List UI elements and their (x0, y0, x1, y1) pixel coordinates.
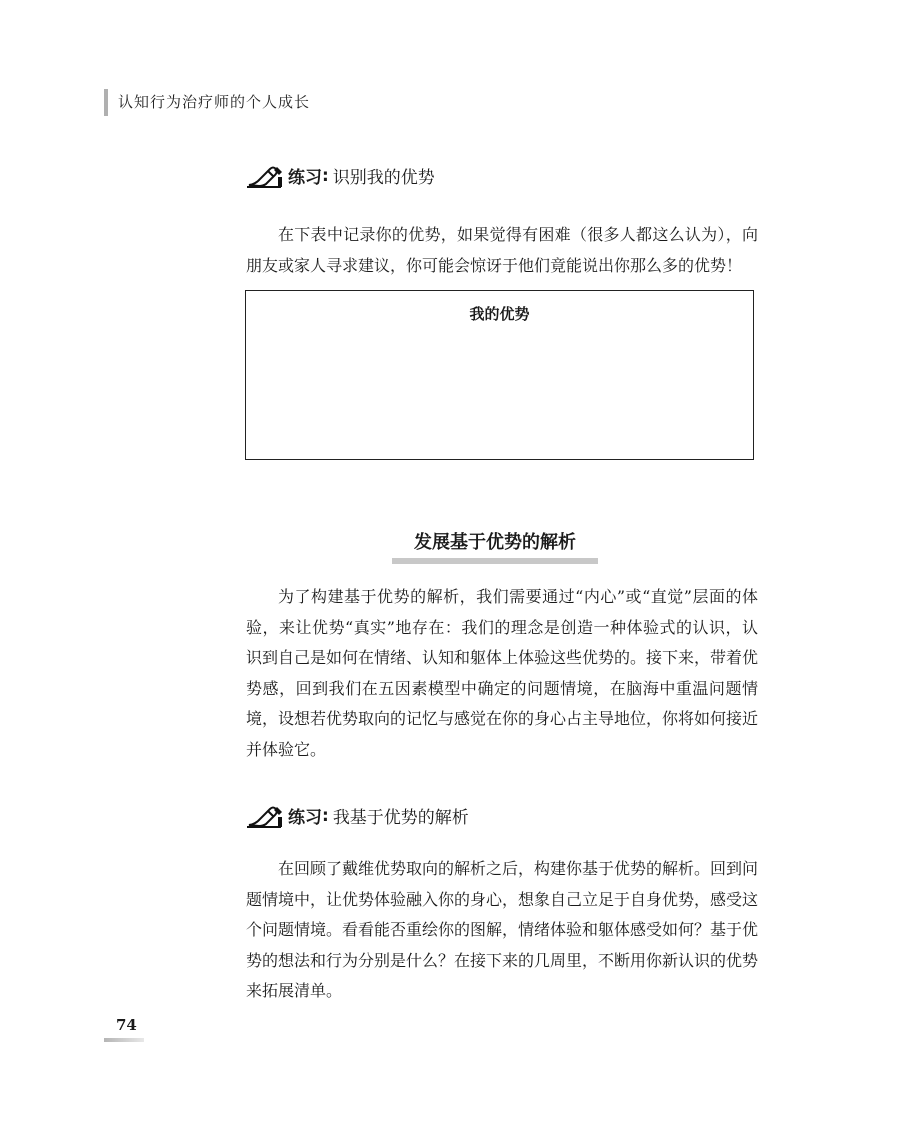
my-strengths-title: 我的优势 (469, 305, 530, 323)
section-title-underline (392, 558, 598, 564)
running-head: 认知行为治疗师的个人成长 (118, 93, 311, 111)
my-strengths-table (245, 290, 754, 460)
section-title: 发展基于优势的解析 (414, 532, 576, 553)
exercise-heading-2 (246, 803, 469, 828)
exercise-colon: : (322, 805, 329, 826)
exercise-heading-1 (246, 163, 435, 188)
exercise-title: 识别我的优势 (332, 168, 435, 188)
exercise-colon: : (322, 165, 329, 186)
page-number-bar (104, 1038, 144, 1042)
exercise-2-paragraph: 在回顾了戴维优势取向的解析之后，构建你基于优势的解析。回到问题情境中，让优势体验融入你的身心，想象自己立足于自身优势，感受这个问题情境。看看能否重绘你的图解，情绪体验和躯体感受如何？基于优势的想法和行为分别是什么？在接下来的几周里，不断用你新认识的优势来拓展清单。 (246, 859, 759, 1000)
exercise-label: 练习 (288, 808, 322, 828)
page-number: 74 (116, 1016, 137, 1034)
running-head-bar (104, 89, 108, 116)
writing-hand-icon (246, 804, 284, 828)
exercise-title: 我基于优势的解析 (332, 808, 469, 828)
section-paragraph: 为了构建基于优势的解析，我们需要通过“内心”或“直觉”层面的体验，来让优势“真实”地存在：我们的理念是创造一种体验式的认识，认识到自己是如何在情绪、认知和躯体上体验这些优势的。接下来，带着优势感，回到我们在五因素模型中确定的问题情境，在脑海中重温问题情境，设想若优势取向的记忆与感觉在你的身心占主导地位，你将如何接近并体验它。 (246, 587, 759, 759)
exercise-label: 练习 (288, 168, 322, 188)
exercise-1-paragraph: 在下表中记录你的优势，如果觉得有困难（很多人都这么认为），向朋友或家人寻求建议，你可能会惊讶于他们竟能说出你那么多的优势！ (246, 225, 758, 275)
writing-hand-icon (246, 164, 284, 188)
